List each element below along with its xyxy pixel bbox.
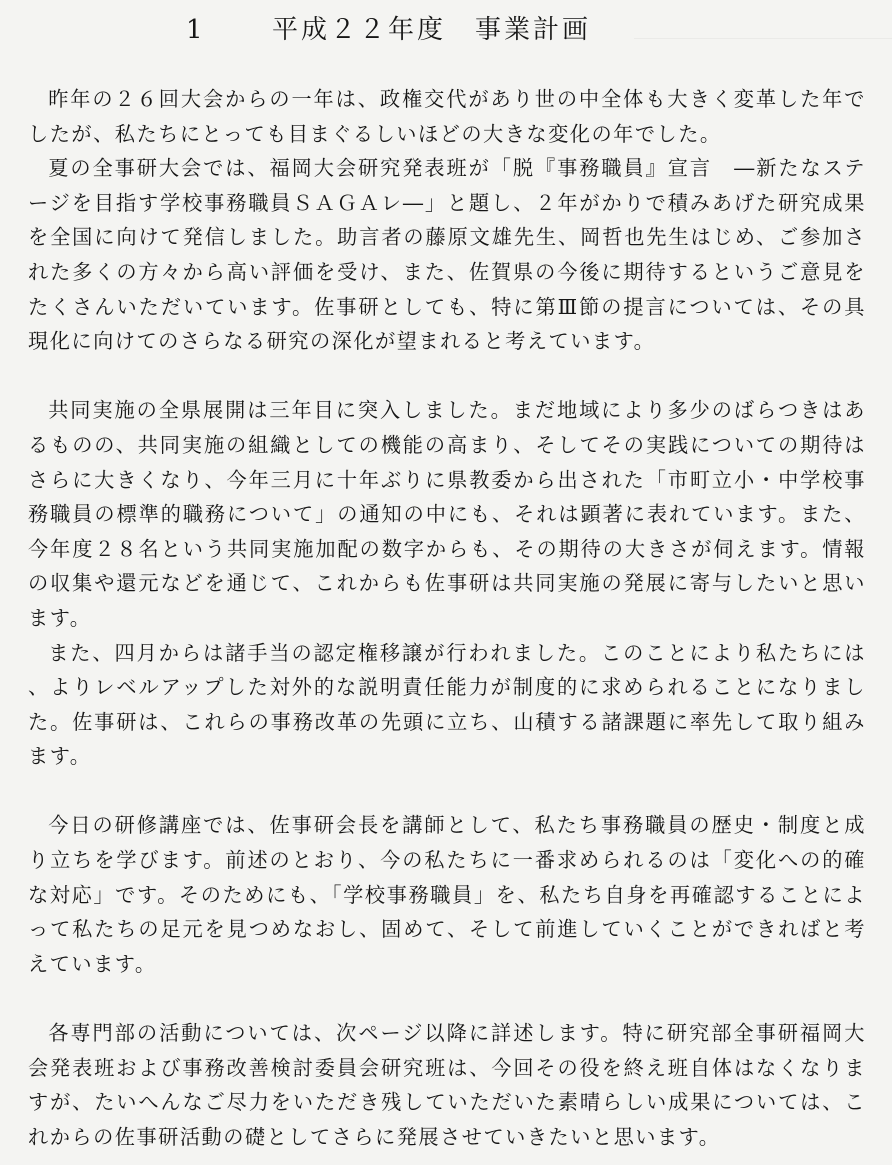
paragraph-3: 共同実施の全県展開は三年目に突入しました。まだ地域により多少のばらつきはあるものの、共同実施の組織としての機能の高まり、そしてその実践についての期待はさらに大きくなり、今年三月に十年ぶりに県教委から出された「市町立小・中学校事務職員の標準的職務について」の通知の中にも、それは顕著に表れています。また、今年度２８名という共同実施加配の数字からも、その期待の大きさが伺えます。情報の収集や還元などを通じて、これからも佐事研は共同実施の発展に寄与したいと思います。 xyxy=(28,398,866,630)
paragraph-1: 昨年の２６回大会からの一年は、政権交代があり世の中全体も大きく変革した年でしたが、私たちにとっても目まぐるしいほどの大きな変化の年でした。 xyxy=(28,87,866,146)
paragraph-gap xyxy=(28,981,866,1016)
body-text xyxy=(28,82,866,1154)
section-number: 1 xyxy=(186,15,205,45)
section-heading xyxy=(0,8,892,48)
paragraph-gap xyxy=(28,774,866,809)
section-title: 平成２２年度 事業計画 xyxy=(272,15,592,45)
paragraph-5: 今日の研修講座では、佐事研会長を講師として、私たち事務職員の歴史・制度と成り立ちを学びます。前述のとおり、今の私たちに一番求められるのは「変化への的確な対応」です。そのためにも、「学校事務職員」を、私たち自身を再確認することによって私たちの足元を見つめなおし、固めて、そして前進していくことができればと考えています。 xyxy=(28,813,866,976)
paragraph-6: 各専門部の活動については、次ページ以降に詳述します。特に研究部全事研福岡大会発表班および事務改善検討委員会研究班は、今回その役を終え班自体はなくなりますが、たいへんなご尽力をいただき残していただいた素晴らしい成果については、これからの佐事研活動の礎としてさらに発展させていきたいと思います。 xyxy=(28,1021,866,1149)
paragraph-gap xyxy=(28,359,866,394)
paragraph-4: また、四月からは諸手当の認定権移譲が行われました。このことにより私たちには、よりレベルアップした対外的な説明責任能力が制度的に求められることになりました。佐事研は、これらの事務改革の先頭に立ち、山積する諸課題に率先して取り組みます。 xyxy=(28,640,866,769)
paragraph-2: 夏の全事研大会では、福岡大会研究発表班が「脱『事務職員』宣言 ―新たなステージを目指す学校事務職員ＳＡＧＡレ―」と題し、２年がかりで積みあげた研究成果を全国に向けて発信しました。助言者の藤原文雄先生、岡哲也先生はじめ、ご参加された多くの方々から高い評価を受け、また、佐賀県の今後に期待するというご意見をたくさんいただいています。佐事研としても、特に第Ⅲ節の提言については、その具現化に向けてのさらなる研究の深化が望まれると考えています。 xyxy=(28,156,866,354)
